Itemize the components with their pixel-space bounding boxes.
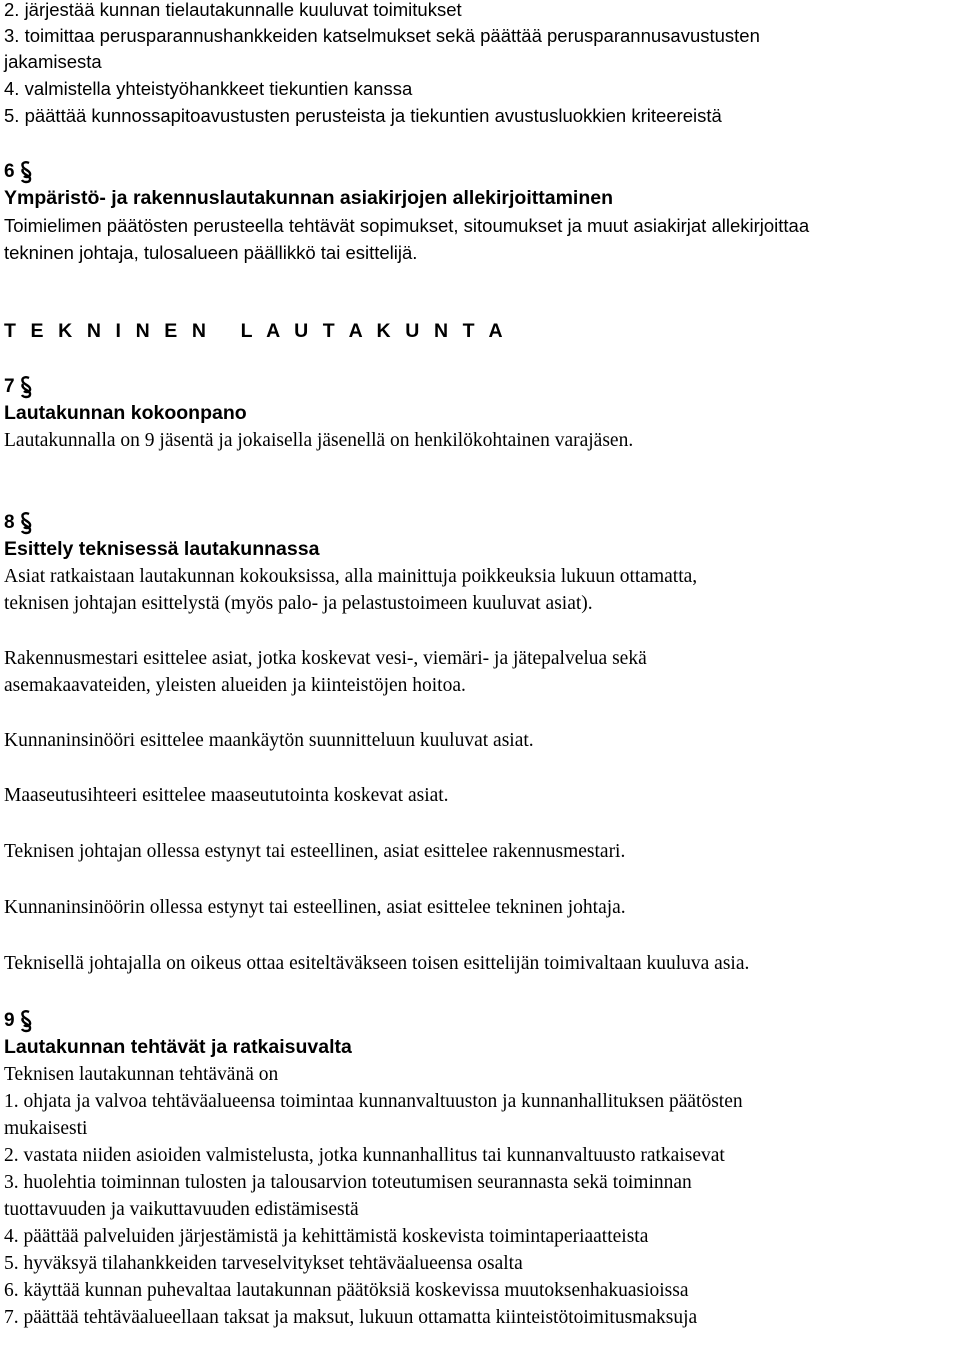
paragraph-line: Lautakunnalla on 9 jäsentä ja jokaisella jäsenellä on henkilökohtainen varajäsen. xyxy=(4,430,634,451)
intro-list xyxy=(4,0,956,129)
section-7 xyxy=(4,373,956,454)
section-number: 9 xyxy=(4,1007,956,1034)
list-item: 3. toimittaa perusparannushankkeiden katselmukset sekä päättää perusparannusavustusten xyxy=(4,25,760,46)
list-item: 7. päättää tehtäväalueellaan taksat ja maksut, lukuun ottamatta kiinteistötoimitusmaksuja xyxy=(4,1307,698,1328)
section-title: Esittely teknisessä lautakunnassa xyxy=(4,538,320,560)
section-title: Lautakunnan tehtävät ja ratkaisuvalta xyxy=(4,1036,352,1058)
paragraph-line: Rakennusmestari esittelee asiat, jotka koskevat vesi-, viemäri- ja jätepalvelua sekä xyxy=(4,648,647,669)
section-number: 7 xyxy=(4,373,956,400)
paragraph-line: Teknisen johtajan ollessa estynyt tai esteellinen, asiat esittelee rakennusmestari. xyxy=(4,841,626,862)
section-sign-icon xyxy=(19,160,33,184)
paragraph-line: Toimielimen päätösten perusteella tehtävät sopimukset, sitoumukset ja muut asiakirjat allekirjoittaa xyxy=(4,215,810,236)
list-item: jakamisesta xyxy=(4,51,102,72)
paragraph-line: Kunnaninsinööri esittelee maankäytön suunnitteluun kuuluvat asiat. xyxy=(4,730,534,751)
list-item: 4. päättää palveluiden järjestämistä ja kehittämistä koskevista toimintaperiaatteista xyxy=(4,1226,649,1247)
list-item: 2. järjestää kunnan tielautakunnalle kuuluvat toimitukset xyxy=(4,0,462,20)
section-9 xyxy=(4,1007,956,1331)
section-sign-icon xyxy=(19,375,33,399)
paragraph-line: Asiat ratkaistaan lautakunnan kokouksissa, alla mainittuja poikkeuksia lukuun ottamatta, xyxy=(4,566,698,587)
paragraph-line: asemakaavateiden, yleisten alueiden ja kiinteistöjen hoitoa. xyxy=(4,675,466,696)
list-item: 2. vastata niiden asioiden valmistelusta, jotka kunnanhallitus tai kunnanvaltuusto ratkaisevat xyxy=(4,1145,725,1166)
section-number: 8 xyxy=(4,509,956,536)
paragraph-line: teknisen johtajan esittelystä (myös palo- ja pelastustoimeen kuuluvat asiat). xyxy=(4,593,593,614)
section-title: Ympäristö- ja rakennuslautakunnan asiakirjojen allekirjoittaminen xyxy=(4,187,614,209)
section-sign-icon xyxy=(19,1009,33,1033)
paragraph-line: tekninen johtaja, tulosalueen päällikkö tai esittelijä. xyxy=(4,242,418,263)
document-page xyxy=(4,0,956,1331)
paragraph-line: Maaseutusihteeri esittelee maaseututointa koskevat asiat. xyxy=(4,785,449,806)
list-item: 1. ohjata ja valvoa tehtäväalueensa toimintaa kunnanvaltuuston ja kunnanhallituksen päätösten xyxy=(4,1091,743,1112)
chapter-title: T E K N I N E N L A U T A K U N T A xyxy=(4,320,508,342)
list-item: tuottavuuden ja vaikuttavuuden edistämisestä xyxy=(4,1199,359,1220)
section-sign-icon xyxy=(19,511,33,535)
paragraph-line: Teknisen lautakunnan tehtävänä on xyxy=(4,1064,279,1085)
list-item: 3. huolehtia toiminnan tulosten ja talousarvion toteutumisen seurannasta sekä toiminnan xyxy=(4,1172,692,1193)
section-6 xyxy=(4,158,956,266)
paragraph-line: Teknisellä johtajalla on oikeus ottaa esiteltäväkseen toisen esittelijän toimivaltaan kuuluva asia. xyxy=(4,953,750,974)
list-item: 4. valmistella yhteistyöhankkeet tiekuntien kanssa xyxy=(4,78,413,99)
section-number: 6 xyxy=(4,158,956,185)
section-title: Lautakunnan kokoonpano xyxy=(4,402,247,424)
list-item: mukaisesti xyxy=(4,1118,88,1139)
paragraph-line: Kunnaninsinöörin ollessa estynyt tai esteellinen, asiat esittelee tekninen johtaja. xyxy=(4,897,626,918)
list-item: 5. päättää kunnossapitoavustusten perusteista ja tiekuntien avustusluokkien kriteereistä xyxy=(4,105,722,126)
list-item: 6. käyttää kunnan puhevaltaa lautakunnan päätöksiä koskevissa muutoksenhakuasioissa xyxy=(4,1280,689,1301)
list-item: 5. hyväksyä tilahankkeiden tarveselvitykset tehtäväalueensa osalta xyxy=(4,1253,523,1274)
section-8 xyxy=(4,509,956,977)
